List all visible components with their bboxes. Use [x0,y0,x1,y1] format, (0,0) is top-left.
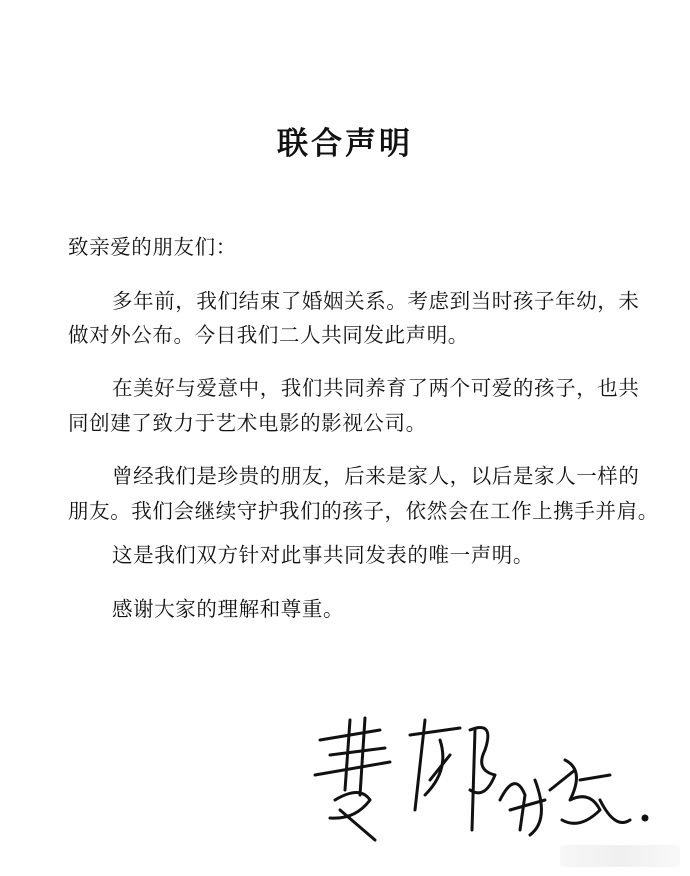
salutation: 致亲爱的朋友们： [68,235,237,259]
paragraph-2-line-1: 在美好与爱意中，我们共同养育了两个可爱的孩子，也共 [112,376,640,400]
paragraph-2-line-2: 同创建了致力于艺术电影的影视公司。 [68,411,427,435]
paragraph-1-line-2: 做对外公布。今日我们二人共同发此声明。 [68,323,469,347]
watermark [560,845,680,867]
paragraph-5: 感谢大家的理解和尊重。 [112,597,345,621]
handwritten-signature [300,700,680,850]
paragraph-4: 这是我们双方针对此事共同发表的唯一声明。 [112,543,534,567]
paragraph-3-line-2: 朋友。我们会继续守护我们的孩子，依然会在工作上携手并肩。 [68,499,659,523]
paragraph-3-line-1: 曾经我们是珍贵的朋友，后来是家人，以后是家人一样的 [112,464,640,488]
paragraph-1-line-1: 多年前，我们结束了婚姻关系。考虑到当时孩子年幼，未 [112,289,640,313]
document-title: 联合声明 [277,126,413,162]
